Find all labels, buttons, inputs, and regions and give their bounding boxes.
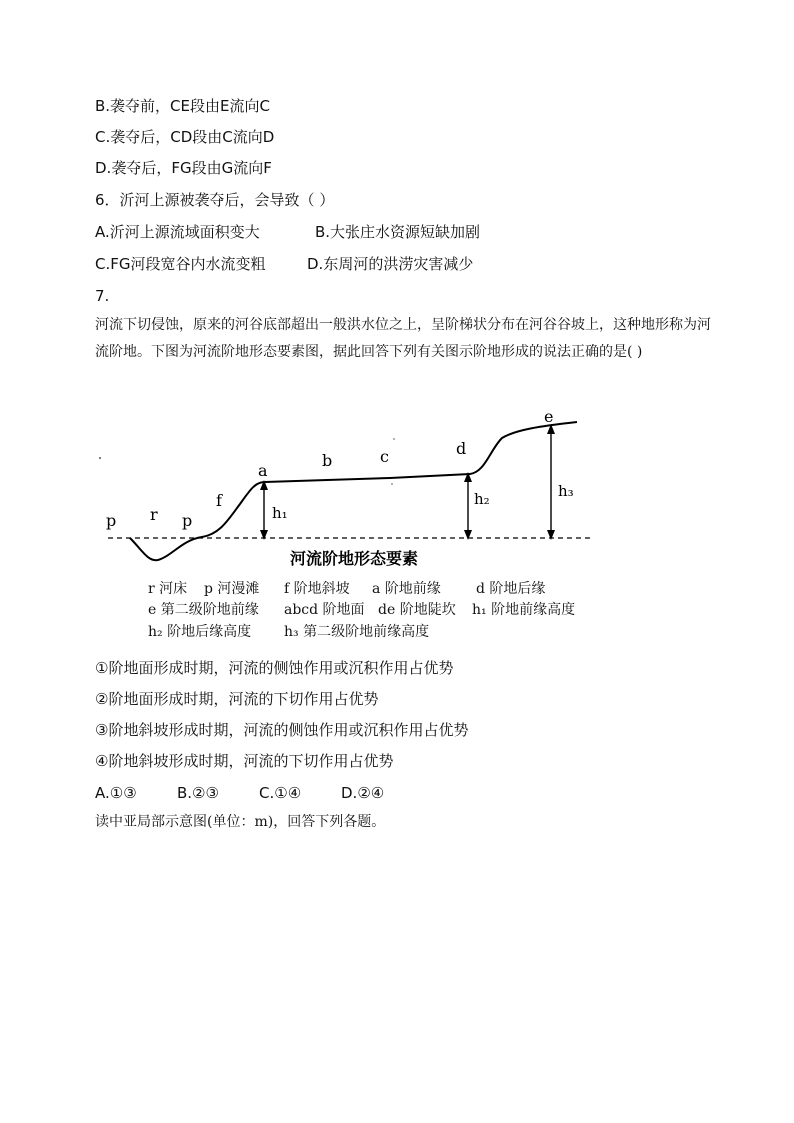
river-terrace-diagram: [90, 400, 610, 650]
legend-h3: h₃ 第二级阶地前缘高度: [284, 624, 430, 640]
q5-option-d: D.袭夺后，FG段由G流向F: [95, 159, 272, 177]
q7-choice-a: A.①③: [95, 784, 137, 802]
q6-option-a: A.沂河上源流域面积变大: [95, 223, 260, 241]
q7-statement-3: ③阶地斜坡形成时期，河流的侧蚀作用或沉积作用占优势: [95, 721, 469, 739]
q7-choice-b: B.②③: [177, 784, 219, 802]
q6-stem: 6．沂河上源被袭夺后，会导致（ ）: [95, 191, 335, 209]
legend-row-3: [148, 621, 608, 641]
label-a: a: [258, 461, 268, 480]
label-h2: h₂: [474, 490, 490, 508]
q6-options-row2: [95, 254, 473, 274]
legend-d: d 阶地后缘: [476, 581, 546, 597]
label-r: r: [150, 505, 158, 524]
legend-de: de 阶地陡坎: [378, 602, 456, 618]
legend-row-1: [148, 578, 608, 598]
speck: [391, 483, 393, 485]
terrain-profile: [130, 422, 577, 560]
q7-statement-4: ④阶地斜坡形成时期，河流的下切作用占优势: [95, 752, 394, 770]
q7-choice-c: C.①④: [259, 784, 302, 802]
label-c: c: [380, 447, 389, 466]
legend-row-2: [148, 599, 608, 619]
q7-choices: [95, 783, 384, 803]
q5-option-c: C.袭夺后，CD段由C流向D: [95, 128, 275, 146]
label-h1: h₁: [272, 504, 288, 522]
label-p-left: p: [106, 511, 117, 530]
legend-p: p 河漫滩: [204, 581, 260, 597]
q6-option-d: D.东周河的洪涝灾害减少: [307, 255, 474, 273]
speck: [99, 457, 101, 459]
label-d: d: [456, 439, 467, 458]
q7-statement-2: ②阶地面形成时期，河流的下切作用占优势: [95, 690, 379, 708]
legend-e: e 第二级阶地前缘: [148, 602, 259, 618]
legend-h2: h₂ 阶地后缘高度: [148, 624, 252, 640]
legend-h1: h₁ 阶地前缘高度: [472, 602, 576, 618]
q6-options-row1: [95, 222, 480, 242]
legend-r: r 河床: [148, 581, 188, 597]
legend-a: a 阶地前缘: [372, 581, 441, 597]
label-h3: h₃: [558, 482, 574, 500]
q7-choice-d: D.②④: [341, 784, 385, 802]
legend-abcd: abcd 阶地面: [284, 602, 365, 618]
label-e: e: [544, 407, 554, 426]
diagram-title: 河流阶地形态要素: [290, 549, 419, 568]
q7-statement-1: ①阶地面形成时期，河流的侧蚀作用或沉积作用占优势: [95, 659, 454, 677]
q7-number: 7.: [95, 287, 110, 305]
next-question-intro: 读中亚局部示意图(单位：m)，回答下列各题。: [95, 814, 386, 830]
label-p-right: p: [182, 511, 193, 530]
label-f: f: [216, 491, 222, 510]
label-b: b: [322, 451, 333, 470]
q7-paragraph: 河流下切侵蚀，原来的河谷底部超出一般洪水位之上，呈阶梯状分布在河谷谷坡上，这种地形称为河流阶地。下图为河流阶地形态要素图，据此回答下列有关图示阶地形成的说法正确的是( ): [95, 317, 711, 360]
legend-f: f 阶地斜坡: [284, 581, 350, 597]
q6-option-c: C.FG河段宽谷内水流变粗: [95, 255, 266, 273]
q5-option-b: B.袭夺前，CE段由E流向C: [95, 97, 270, 115]
q6-option-b: B.大张庄水资源短缺加剧: [315, 223, 481, 241]
speck: [393, 438, 395, 440]
